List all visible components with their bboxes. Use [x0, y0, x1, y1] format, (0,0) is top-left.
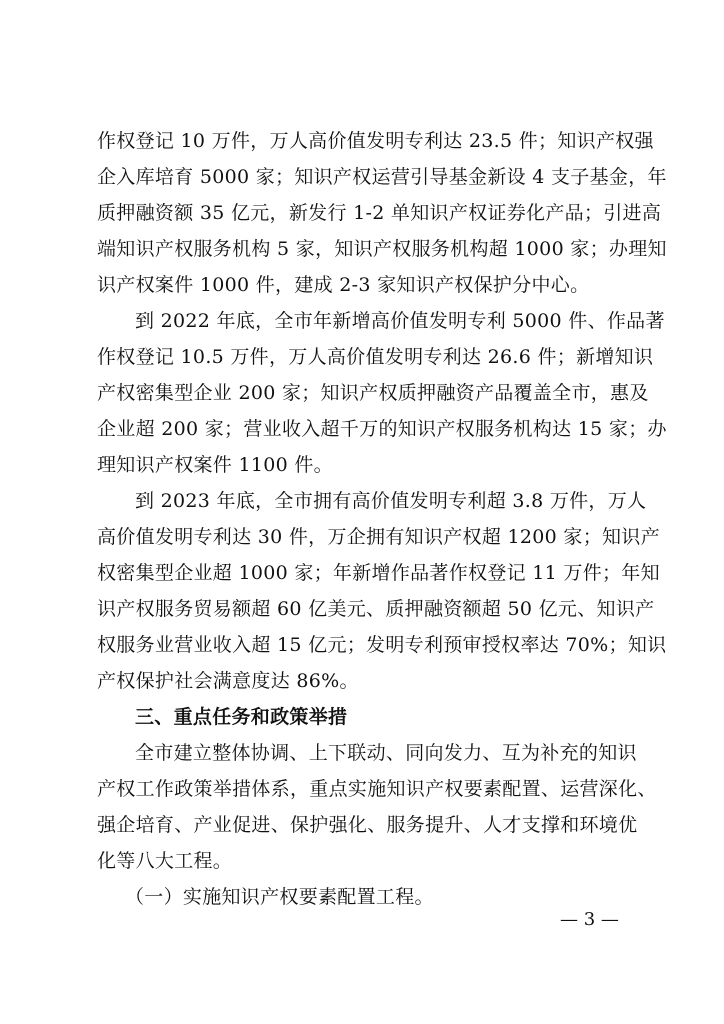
subsection-heading: （一）实施知识产权要素配置工程。 — [125, 886, 434, 908]
paragraph-1-line-2: 企入库培育 5000 家；知识产权运营引导基金新设 4 支子基金，年 — [97, 166, 667, 188]
paragraph-3-line-6: 产权保护社会满意度达 86%。 — [97, 670, 359, 692]
section-paragraph-line-1: 全市建立整体协调、上下联动、同向发力、互为补充的知识 — [135, 742, 637, 764]
section-paragraph-line-4: 化等八大工程。 — [97, 850, 233, 872]
paragraph-1-line-4: 端知识产权服务机构 5 家，知识产权服务机构超 1000 家；办理知 — [97, 238, 667, 260]
section-paragraph-line-2: 产权工作政策举措体系，重点实施知识产权要素配置、运营深化、 — [97, 778, 657, 800]
paragraph-2-line-4: 企业超 200 家；营业收入超千万的知识产权服务机构达 15 家；办 — [97, 418, 667, 440]
section-paragraph-line-3: 强企培育、产业促进、保护强化、服务提升、人才支撑和环境优 — [97, 814, 638, 836]
paragraph-1-line-1: 作权登记 10 万件，万人高价值发明专利达 23.5 件；知识产权强 — [97, 130, 654, 152]
paragraph-3-line-3: 权密集型企业超 1000 家；年新增作品著作权登记 11 万件；年知 — [97, 562, 660, 584]
paragraph-3-line-1: 到 2023 年底，全市拥有高价值发明专利超 3.8 万件，万人 — [135, 490, 647, 512]
paragraph-1-line-5: 识产权案件 1000 件，建成 2-3 家知识产权保护分中心。 — [97, 274, 590, 296]
paragraph-2-line-3: 产权密集型企业 200 家；知识产权质押融资产品覆盖全市，惠及 — [97, 382, 649, 404]
paragraph-3-line-5: 权服务业营业收入超 15 亿元；发明专利预审授权率达 70%；知识 — [97, 634, 667, 656]
paragraph-2-line-1: 到 2022 年底，全市年新增高价值发明专利 5000 件、作品著 — [135, 310, 665, 332]
paragraph-2-line-2: 作权登记 10.5 万件，万人高价值发明专利达 26.6 件；新增知识 — [97, 346, 654, 368]
paragraph-3-line-4: 识产权服务贸易额超 60 亿美元、质押融资额超 50 亿元、知识产 — [97, 598, 655, 620]
paragraph-2-line-5: 理知识产权案件 1100 件。 — [97, 454, 333, 476]
page-number: — 3 — — [560, 909, 619, 930]
section-heading: 三、重点任务和政策举措 — [135, 706, 348, 728]
paragraph-1-line-3: 质押融资额 35 亿元，新发行 1-2 单知识产权证券化产品；引进高 — [97, 202, 662, 224]
paragraph-3-line-2: 高价值发明专利达 30 件，万企拥有知识产权超 1200 家；知识产 — [97, 526, 660, 548]
